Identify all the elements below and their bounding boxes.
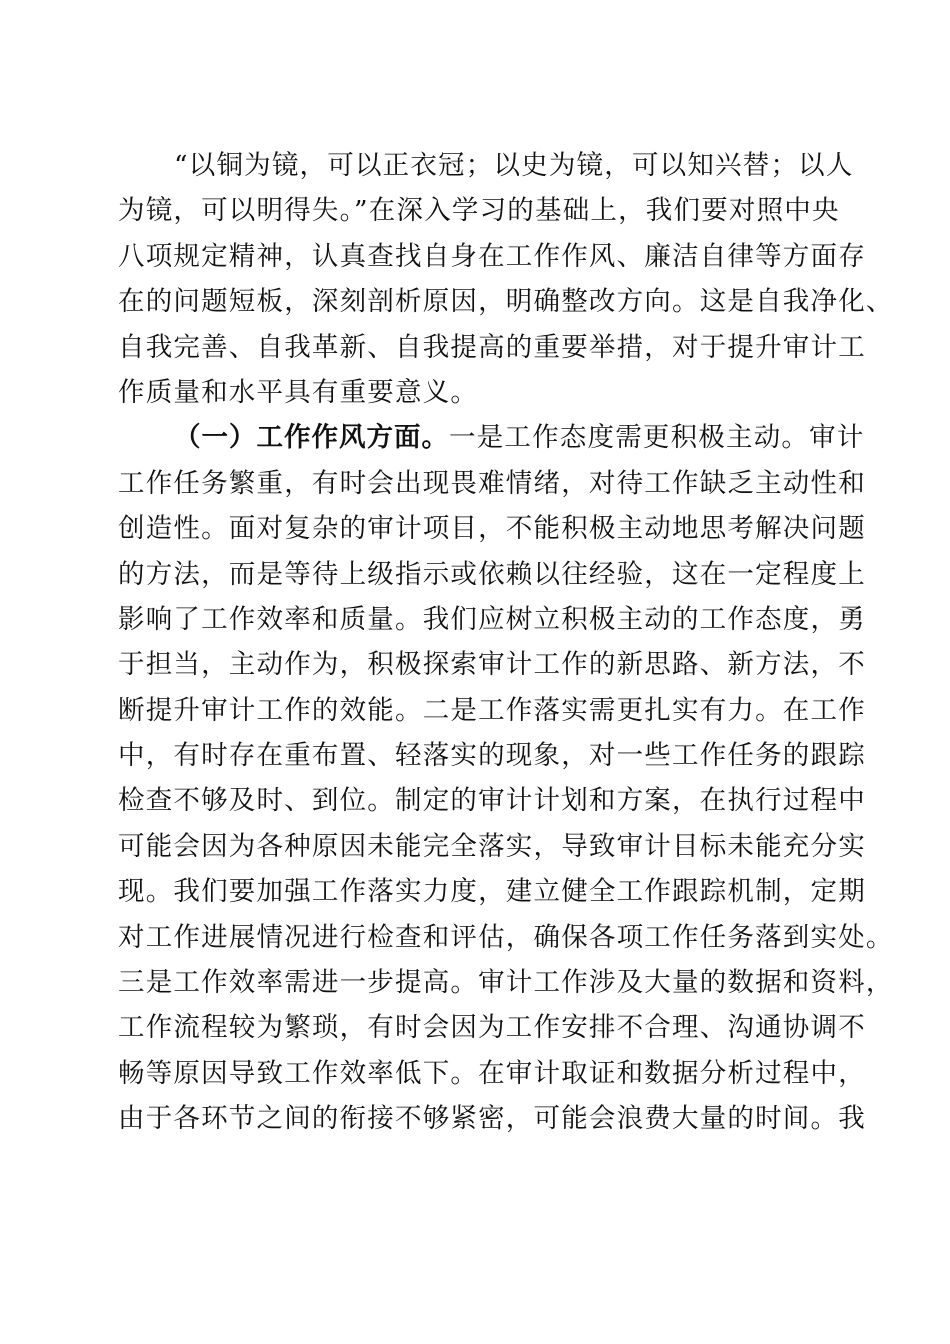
text-line: 影响了工作效率和质量。我们应树立积极主动的工作态度，勇 xyxy=(118,603,866,635)
text-line: 工作任务繁重，有时会出现畏难情绪，对待工作缺乏主动性和 xyxy=(118,467,866,499)
document-body xyxy=(118,143,894,1142)
text-line: 作质量和水平具有重要意义。 xyxy=(118,376,479,408)
text-line: 检查不够及时、到位。制定的审计计划和方案，在执行过程中 xyxy=(118,785,866,817)
text-line: 自我完善、自我革新、自我提高的重要举措，对于提升审计工 xyxy=(118,331,866,363)
text-line: 在的问题短板，深刻剖析原因，明确整改方向。这是自我净化、 xyxy=(118,286,894,318)
text-line: 的方法，而是等待上级指示或依赖以往经验，这在一定程度上 xyxy=(118,558,866,590)
section-heading: （一）工作作风方面。 xyxy=(174,422,449,454)
text-line: 由于各环节之间的衔接不够紧密，可能会浪费大量的时间。我 xyxy=(118,1103,866,1135)
text-line: “以铜为镜，可以正衣冠；以史为镜，可以知兴替；以人 xyxy=(174,150,854,181)
text-line: 对工作进展情况进行检查和评估，确保各项工作任务落到实处。 xyxy=(118,921,894,953)
text-line: 可能会因为各种原因未能完全落实，导致审计目标未能充分实 xyxy=(118,830,866,862)
text-line: 现。我们要加强工作落实力度，建立健全工作跟踪机制，定期 xyxy=(118,876,866,908)
text-line: 断提升审计工作的效能。二是工作落实需更扎实有力。在工作 xyxy=(118,694,866,726)
text-line: 八项规定精神，认真查找自身在工作作风、廉洁自律等方面存 xyxy=(118,240,866,272)
text-line: 为镜，可以明得失。”在深入学习的基础上，我们要对照中央 xyxy=(118,195,840,227)
text-line: 中，有时存在重布置、轻落实的现象，对一些工作任务的跟踪 xyxy=(118,740,866,772)
text-line: 工作流程较为繁琐，有时会因为工作安排不合理、沟通协调不 xyxy=(118,1012,866,1044)
text-line: 创造性。面对复杂的审计项目，不能积极主动地思考解决问题 xyxy=(118,513,866,545)
text-line: 于担当，主动作为，积极探索审计工作的新思路、新方法，不 xyxy=(118,649,866,681)
text-line: 畅等原因导致工作效率低下。在审计取证和数据分析过程中， xyxy=(118,1057,866,1089)
text-line: 三是工作效率需进一步提高。审计工作涉及大量的数据和资料， xyxy=(118,967,894,999)
section-first-line-text: 一是工作态度需更积极主动。审计 xyxy=(449,422,865,454)
text-line xyxy=(118,415,865,460)
